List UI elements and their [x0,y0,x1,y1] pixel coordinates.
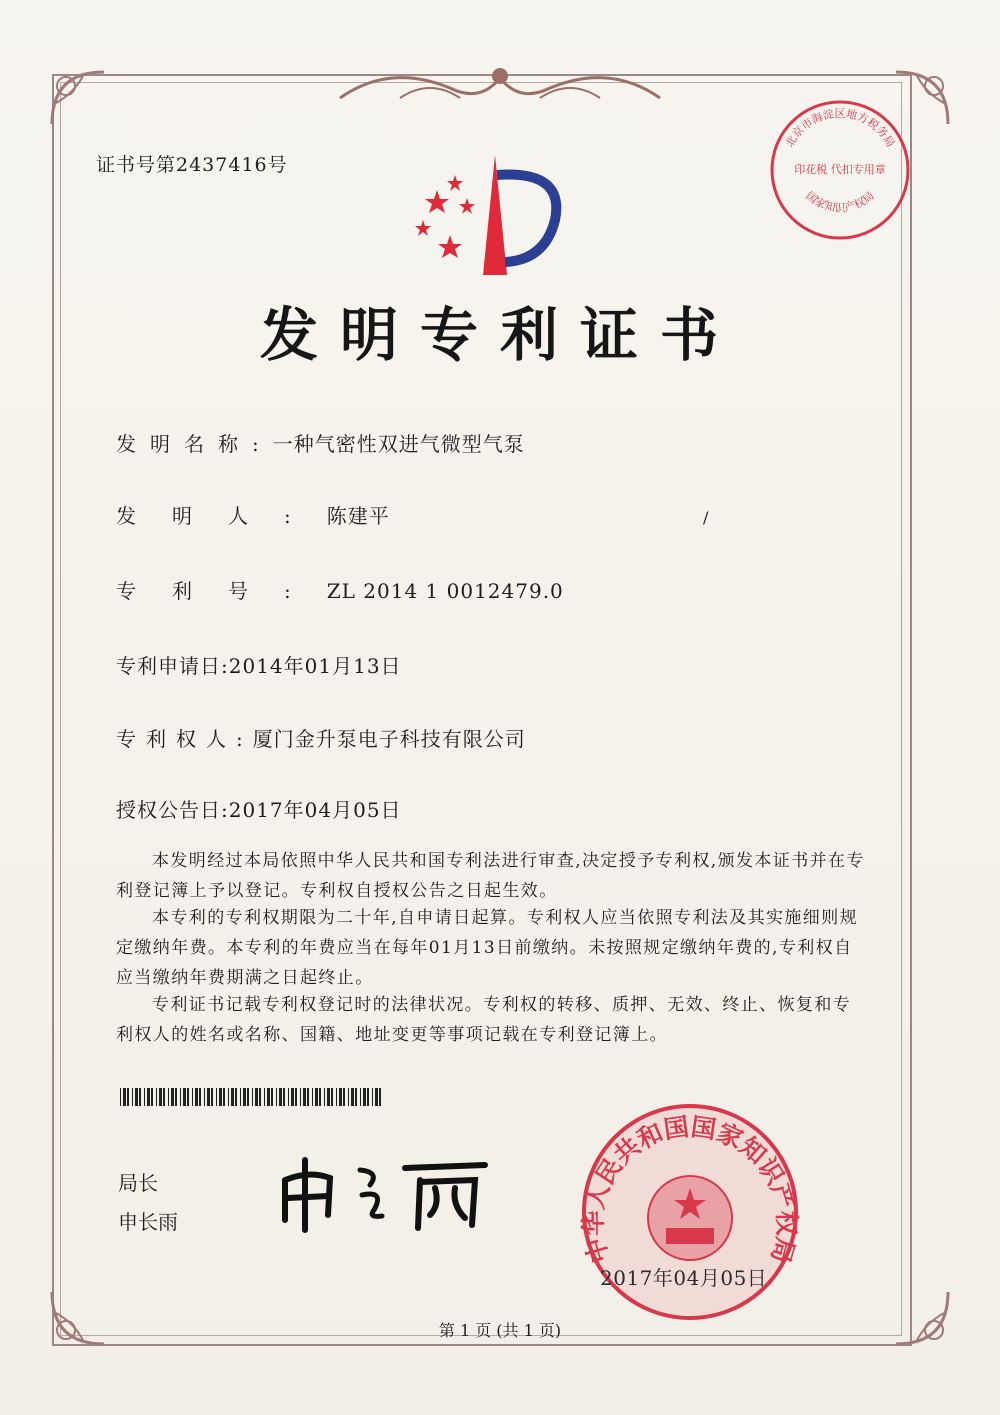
barcode-bar [156,1088,157,1106]
barcode-bar [223,1088,225,1106]
barcode-bar [327,1088,330,1106]
director-name: 申长雨 [118,1210,178,1234]
barcode-bar [312,1088,313,1106]
corner-ornament-top-left [44,64,134,154]
barcode-bar [351,1088,354,1106]
tax-seal-inner-text: 印花税 代扣专用章 [794,163,886,176]
invention-name-value: 一种气密性双进气微型气泵 [272,432,525,456]
barcode-bar [183,1088,186,1106]
barcode-bar [240,1088,241,1106]
barcode-bar [300,1088,301,1106]
barcode-bar [168,1088,169,1106]
paragraph-2: 本专利的专利权期限为二十年,自申请日起算。专利权人应当依照专利法及其实施细则规定缴纳年费。本专利的年费应当在每年01月13日前缴纳。未按照规定缴纳年费的,专利权自应当缴纳年费期满之日起终止。 [116,908,859,988]
seal-date: 2017年04月05日 [600,1266,768,1290]
national-ip-office-seal [578,1100,803,1325]
barcode-bar [187,1088,189,1106]
patent-number-value: ZL 2014 1 0012479.0 [326,579,564,603]
barcode-bar [180,1088,181,1106]
barcode-bar [175,1088,177,1106]
paragraph-1: 本发明经过本局依照中华人民共和国专利法进行审查,决定授予专利权,颁发本证书并在专利登记簿上予以登记。专利权自授权公告之日起生效。 [116,851,865,901]
filing-date-row [116,650,402,679]
barcode-bar [336,1088,337,1106]
barcode-bar [360,1088,361,1106]
patentee-label: 专利权人: [116,727,253,751]
barcode-bar [228,1088,229,1106]
svg-text:国家知识产权局 [803,189,876,214]
barcode-bar [120,1088,121,1106]
barcode-bar [343,1088,345,1106]
tax-seal-bottom-text: 国家知识产权局 [803,189,877,215]
barcode-bar [255,1088,258,1106]
filing-date-value: 2014年01月13日 [228,654,402,678]
patentee-row [116,723,526,752]
barcode-bar [291,1088,294,1106]
barcode-bar [207,1088,210,1106]
barcode-bar [123,1088,126,1106]
barcode-bar [199,1088,201,1106]
certificate-number: 证书号第2437416号 [96,154,288,176]
top-ornament [330,58,670,114]
barcode-bar [276,1088,277,1106]
barcode-bar [288,1088,289,1106]
barcode-bar [231,1088,234,1106]
barcode-bar [303,1088,306,1106]
paragraph-3: 专利证书记载专利权登记时的法律状况。专利权的转移、质押、无效、终止、恢复和专利权人的姓名或名称、国籍、地址变更等事项记载在专利登记簿上。 [116,995,852,1045]
barcode-bar [271,1088,273,1106]
grant-date-label: 授权公告日: [116,798,229,822]
barcode-bar [315,1088,318,1106]
patentee-value: 厦门金升泵电子科技有限公司 [252,727,526,751]
page-number: 第 1 页 (共 1 页) [438,1321,562,1340]
barcode-bar [151,1088,153,1106]
patent-number-row [116,575,564,604]
barcode-bar [163,1088,165,1106]
barcode-bar [171,1088,174,1106]
barcode-bar [204,1088,205,1106]
barcode-bar [159,1088,162,1106]
certificate-title: 发明专利证书 [259,301,740,369]
big-seal-text: 中华人民共和国国家知识产权局 [578,1112,802,1267]
barcode-bar [267,1088,270,1106]
barcode-bar [135,1088,138,1106]
svg-text:北京市海淀区地方税务局 [783,106,897,149]
barcode-bar [243,1088,246,1106]
inventor-label: 发明人: [116,504,327,528]
inventor-value: 陈建平 [326,504,390,528]
barcode [120,1088,382,1106]
barcode-bar [211,1088,213,1106]
handwritten-signature [270,1150,500,1235]
barcode-bar [144,1088,145,1106]
barcode-bar [139,1088,141,1106]
tax-stamp-seal [765,95,915,245]
barcode-bar [307,1088,309,1106]
barcode-bar [259,1088,261,1106]
barcode-bar [379,1088,381,1106]
barcode-bar [283,1088,285,1106]
barcode-bar [319,1088,321,1106]
barcode-bar [375,1088,378,1106]
barcode-bar [367,1088,369,1106]
barcode-bar [279,1088,282,1106]
invention-name-label: 发明名称: [116,432,273,456]
barcode-bar [147,1088,150,1106]
barcode-bar [219,1088,222,1106]
barcode-bar [247,1088,249,1106]
barcode-bar [363,1088,366,1106]
invention-name-row [116,428,525,457]
barcode-bar [331,1088,333,1106]
barcode-bar [324,1088,325,1106]
barcode-bar [235,1088,237,1106]
barcode-bar [295,1088,297,1106]
barcode-bar [127,1088,129,1106]
director-title: 局长 [118,1171,158,1195]
barcode-bar [132,1088,133,1106]
filing-date-label: 专利申请日: [116,654,229,678]
barcode-bar [355,1088,357,1106]
inventor-row [116,500,390,529]
barcode-bar [252,1088,253,1106]
barcode-bar [339,1088,342,1106]
grant-date-row [116,794,402,823]
barcode-bar [264,1088,265,1106]
grant-date-value: 2017年04月05日 [228,798,402,822]
tax-seal-top-text: 北京市海淀区地方税务局 [782,107,898,150]
stray-mark: / [703,508,709,527]
barcode-bar [216,1088,217,1106]
barcode-bar [195,1088,198,1106]
barcode-bar [192,1088,193,1106]
barcode-bar [372,1088,373,1106]
patent-number-label: 专利号: [116,579,327,603]
patent-office-logo [405,150,575,280]
barcode-bar [348,1088,349,1106]
